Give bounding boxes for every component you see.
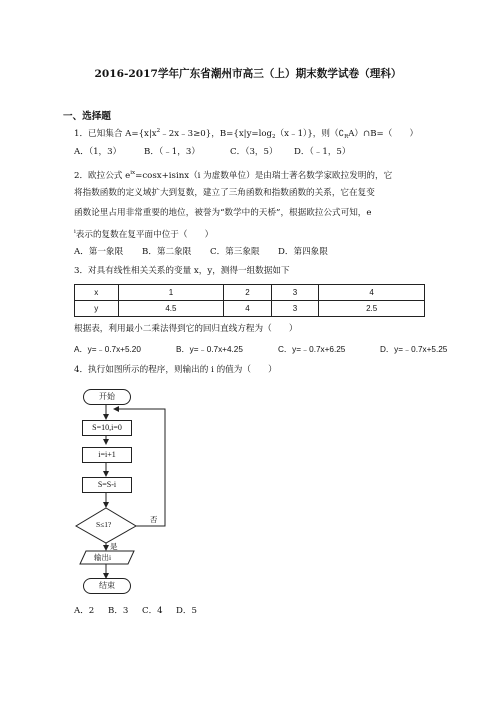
init-box: S=10,i=0 [82, 420, 132, 436]
question-2-line-3: 函数论里占用非常重要的地位，被誉为“数学中的天桥”，根据欧拉公式可知，e [74, 208, 372, 218]
table-cell: 1 [118, 285, 224, 301]
section-heading: 一、选择题 [63, 111, 111, 122]
table-row [75, 285, 425, 301]
option-d: D．第四象限 [278, 247, 328, 257]
option-c: C．（3，5） [230, 147, 278, 157]
end-box: 结束 [83, 578, 131, 594]
option-b: B．第二象限 [142, 247, 192, 257]
page-title: 2016-2017学年广东省潮州市高三（上）期末数学试卷（理科） [94, 68, 402, 80]
table-cell: 4 [319, 285, 425, 301]
question-2-line-4: $^i$表示的复数在复平面中位于（ ） [74, 229, 214, 240]
output-label: 输出i [94, 553, 112, 562]
start-box: 开始 [83, 389, 131, 405]
question-1-stem: 1．已知集合 $A=\{x|x^2﹣2x﹣3\ge 0\}$，$B=\{x|y=\log_2(x﹣1)\}$，则$(∁_RA)\cap B=$（ ） [74, 128, 419, 140]
question-2-line-1: 2．欧拉公式 $e^{ix}=\cos x+isinx(i$ 为虚数单位）是由瑞士著名数学家欧拉发明的，它 [74, 170, 393, 181]
condition-label: S≤1? [96, 520, 112, 529]
option-d: D．5 [176, 606, 197, 616]
update-box: S=S-i [82, 477, 132, 493]
table-cell: 4 [224, 301, 272, 317]
option-b: B．3 [108, 606, 129, 616]
option-a: A．y=﹣0.7x+5.20 [74, 345, 141, 354]
question-1-options [74, 146, 351, 158]
flowchart [74, 383, 194, 598]
option-c: C．第三象限 [210, 247, 260, 257]
option-a: A．（1，3） [74, 147, 122, 157]
yes-label: 是 [110, 542, 118, 551]
question-2-line-2: 将指数函数的定义域扩大到复数，建立了三角函数和指数函数的关系，它在复变 [74, 188, 375, 198]
option-c: C．y=﹣0.7x+6.25 [278, 345, 346, 354]
table-cell: 3 [271, 301, 319, 317]
question-2-options [74, 246, 328, 258]
question-4-options [74, 605, 197, 617]
data-table [74, 284, 425, 317]
table-cell: 2.5 [319, 301, 425, 317]
increment-box: i=i+1 [82, 447, 132, 463]
option-c: C．4 [142, 606, 163, 616]
no-label: 否 [150, 515, 158, 524]
option-a: A．2 [74, 606, 95, 616]
table-cell: x [75, 285, 119, 301]
table-cell: y [75, 301, 119, 317]
option-b: B．（﹣1，3） [144, 147, 200, 157]
question-3-after: 根据表，利用最小二乘法得到它的回归直线方程为（ ） [74, 324, 298, 334]
option-d: D．（﹣1，5） [294, 147, 351, 157]
table-cell: 3 [271, 285, 319, 301]
question-3-stem: 3．对具有线性相关关系的变量 x，y，测得一组数据如下 [74, 266, 290, 276]
table-row [75, 301, 425, 317]
question-4-stem: 4．执行如图所示的程序，则输出的 i 的值为（ ） [74, 365, 277, 375]
table-cell: 4.5 [118, 301, 224, 317]
option-b: B．y=﹣0.7x+4.25 [176, 345, 243, 354]
table-cell: 2 [224, 285, 272, 301]
question-3-options [74, 344, 447, 356]
option-a: A．第一象限 [74, 247, 124, 257]
option-d: D．y=﹣0.7x+5.25 [380, 345, 448, 354]
